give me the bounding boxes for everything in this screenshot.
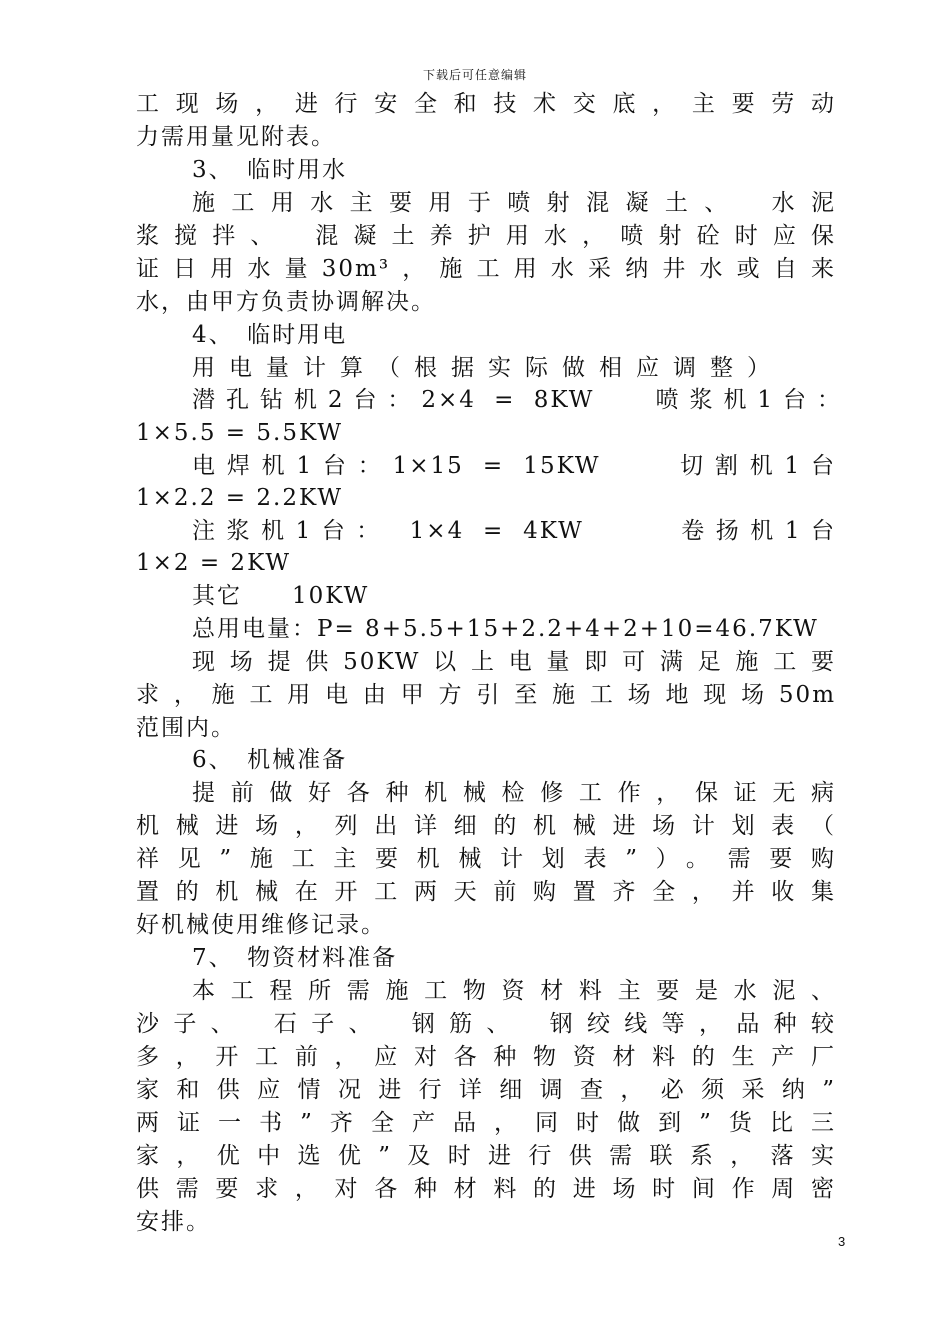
text-line: 好机械使用维修记录。 — [136, 912, 386, 938]
text-line: 家，优中选优”及时进行供需联系，落实 — [136, 1143, 836, 1169]
text-line: 机械进场，列出详细的机械进场计划表（ — [136, 813, 836, 839]
text-line: 证日用水量30m³，施工用水采纳井水或自来 — [136, 256, 836, 282]
text-line: 水，由甲方负责协调解决。 — [136, 289, 436, 315]
text-line: 1×2 = 2KW — [136, 550, 292, 576]
section-heading: 4、 临时用电 — [192, 322, 348, 348]
text-line: 施工用水主要用于喷射混凝土、 水泥 — [192, 190, 836, 216]
text-line: 供需要求，对各种材料的进场时间作周密 — [136, 1176, 836, 1202]
text-line: 两证一书”齐全产品，同时做到”货比三 — [136, 1110, 836, 1136]
text-line: 注浆机1台： 1×4 = 4KW 卷扬机1台 — [192, 518, 836, 544]
text-line: 沙子、 石子、 钢筋、 钢绞线等，品种较 — [136, 1011, 836, 1037]
text-line: 家和供应情况进行详细调查，必须采纳” — [136, 1077, 836, 1103]
text-line: 求，施工用电由甲方引至施工场地现场50m — [136, 682, 836, 708]
page-header: 下载后可任意编辑 — [422, 68, 527, 82]
text-line: 安排。 — [136, 1209, 211, 1235]
text-line: 多，开工前，应对各种物资材料的生产厂 — [136, 1044, 836, 1070]
text-line: 用电量计算（根据实际做相应调整） — [192, 355, 772, 381]
text-line: 置的机械在开工两天前购置齐全，并收集 — [136, 879, 836, 905]
text-line: 祥见”施工主要机械计划表”）。需要购 — [136, 846, 836, 872]
section-heading: 3、 临时用水 — [192, 157, 348, 183]
text-line: 浆搅拌、 混凝土养护用水，喷射砼时应保 — [136, 223, 836, 249]
text-line: 力需用量见附表。 — [136, 124, 336, 150]
text-line: 范围内。 — [136, 715, 236, 741]
page-number: 3 — [838, 1234, 846, 1249]
text-line: 本工程所需施工物资材料主要是水泥、 — [192, 978, 836, 1004]
text-line: 1×2.2 = 2.2KW — [136, 485, 343, 511]
section-heading: 7、 物资材料准备 — [192, 945, 398, 971]
text-line: 其它 10KW — [192, 583, 370, 609]
text-line: 潜孔钻机2台：2×4 = 8KW 喷浆机1台： — [192, 387, 842, 413]
text-line: 提前做好各种机械检修工作，保证无病 — [192, 780, 836, 806]
text-line: 总用电量：P= 8+5.5+15+2.2+4+2+10=46.7KW — [192, 616, 819, 642]
text-line: 现场提供50KW以上电量即可满足施工要 — [192, 649, 836, 675]
section-heading: 6、 机械准备 — [192, 747, 348, 773]
text-line: 1×5.5 = 5.5KW — [136, 420, 343, 446]
text-line: 电焊机1台：1×15 = 15KW 切割机1台 — [192, 453, 836, 479]
text-line: 工现场，进行安全和技术交底，主要劳动 — [136, 91, 836, 117]
